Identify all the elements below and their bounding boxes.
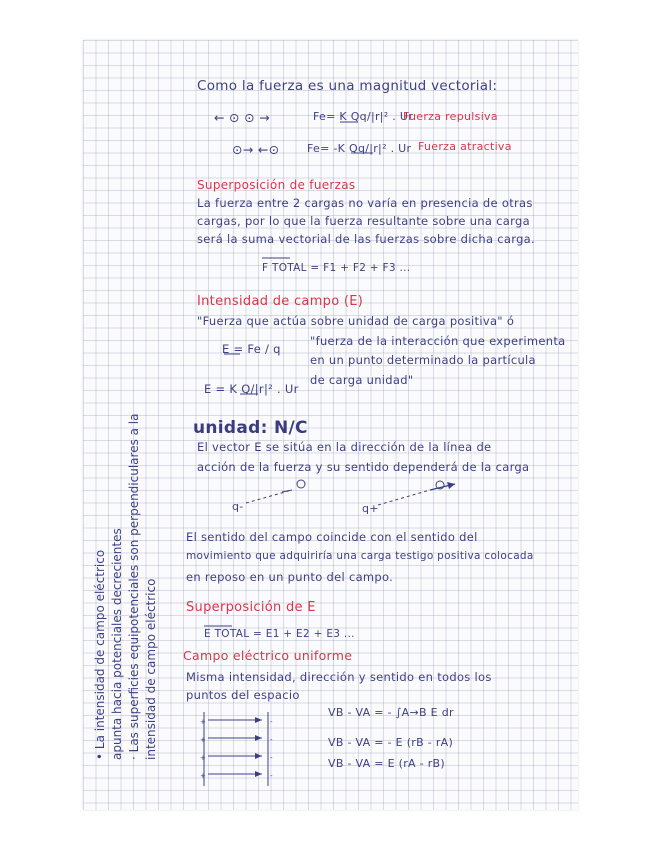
heading-line: Como la fuerza es una magnitud vectorial:	[197, 78, 498, 94]
uniform-field-title: Campo eléctrico uniforme	[183, 648, 353, 663]
superposition-e-title: Superposición de E	[186, 600, 316, 615]
potential-eq-3: VB - VA = E (rA - rB)	[328, 757, 445, 770]
field-intensity-title: Intensidad de campo (E)	[197, 294, 364, 309]
superposition-forces-line-1: La fuerza entre 2 cargas no varía en presencia de otras	[197, 196, 533, 210]
sideways-note-line-4: intensidad de campo eléctrico	[144, 578, 158, 760]
superposition-forces-title: Superposición de fuerzas	[197, 178, 356, 192]
superposition-forces-line-3: será la suma vectorial de las fuerzas sobre dicha carga.	[197, 232, 535, 246]
svg-text:-: -	[270, 772, 273, 780]
attractive-label: Fuerza atractiva	[418, 140, 512, 153]
uniform-field-text-2: puntos del espacio	[186, 688, 300, 702]
q-plus-field-line	[378, 490, 430, 505]
repulsive-formula: Fe= K Qq/|r|² . Ur	[313, 110, 414, 123]
ftotal-formula: F TOTAL = F1 + F2 + F3 ...	[262, 262, 411, 274]
attractive-diagram: ⊙→ ←⊙	[232, 142, 280, 157]
field-def-alt-3: de carga unidad"	[310, 373, 414, 387]
q-minus-field-line	[246, 490, 292, 503]
field-def-quote: "Fuerza que actúa sobre unidad de carga positiva" ó	[197, 314, 515, 328]
attractive-formula: Fe= -K Qq/|r|² . Ur	[307, 142, 412, 155]
potential-eq-2: VB - VA = - E (rB - rA)	[328, 736, 454, 749]
repulsive-label: Fuerza repulsiva	[403, 110, 498, 123]
uniform-field-text-1: Misma intensidad, dirección y sentido en todos los	[186, 670, 492, 684]
e-equals-fe-q: E = Fe / q	[222, 342, 281, 356]
svg-text:-: -	[270, 736, 273, 744]
field-def-alt-1: "fuerza de la interacción que experimenta	[310, 334, 566, 348]
e-equals-kq: E = K Q/|r|² . Ur	[204, 382, 299, 396]
sideways-note	[92, 414, 160, 761]
superposition-forces-line-2: cargas, por lo que la fuerza resultante sobre una carga	[197, 214, 530, 228]
field-sense-text-3: en reposo en un punto del campo.	[186, 570, 394, 584]
svg-text:+: +	[200, 718, 206, 726]
svg-text:-: -	[270, 718, 273, 726]
repulsive-diagram: ← ⊙ ⊙ →	[214, 110, 270, 125]
vector-text-1: El vector E se sitúa en la dirección de la línea de	[197, 440, 492, 454]
q-minus-label: q-	[232, 500, 244, 513]
unit-line: unidad: N/C	[193, 418, 308, 438]
q-plus-label: q+	[362, 502, 379, 515]
sideways-note-line-2: apunta hacia potenciales decrecientes	[110, 528, 124, 760]
vector-text-2: acción de la fuerza y su sentido dependerá de la carga	[197, 460, 530, 474]
svg-text:+: +	[200, 736, 206, 744]
etotal-formula: E TOTAL = E1 + E2 + E3 ...	[204, 628, 355, 640]
sideways-note-line-3: · Las superficies equipotenciales son perpendiculares a la	[127, 413, 141, 760]
field-sense-text-2: movimiento que adquiriría una carga testigo positiva colocada	[186, 550, 534, 562]
potential-eq-1: VB - VA = - ∫A→B E dr	[328, 706, 454, 719]
field-sense-text-1: El sentido del campo coincide con el sentido del	[186, 530, 478, 544]
sideways-note-line-1: • La intensidad de campo eléctrico	[93, 549, 107, 760]
svg-text:-: -	[270, 754, 273, 762]
svg-text:+: +	[200, 772, 206, 780]
svg-text:+: +	[200, 754, 206, 762]
field-def-alt-2: en un punto determinado la partícula	[310, 353, 536, 367]
uniform-field-diagram	[200, 712, 273, 786]
